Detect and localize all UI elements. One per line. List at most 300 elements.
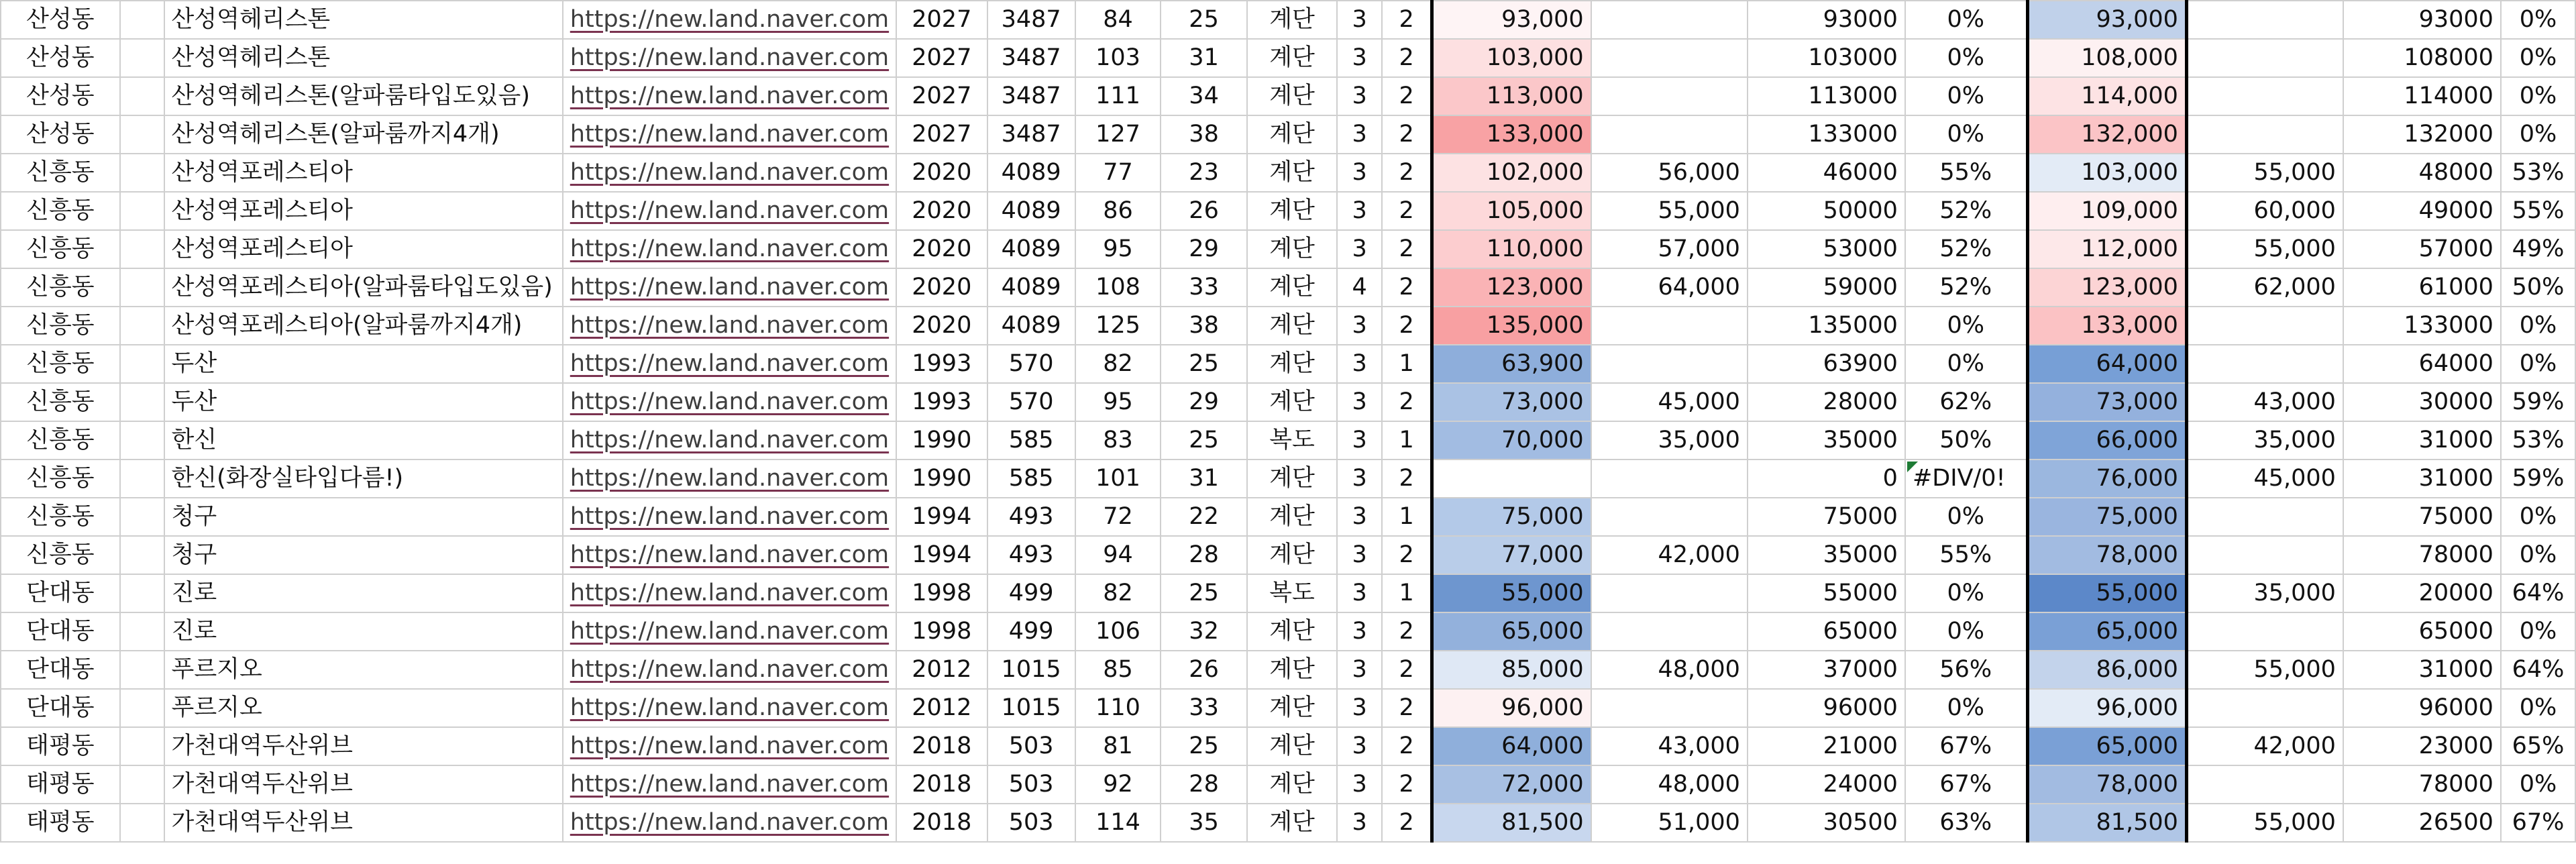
- cell-area-m2: 95: [1075, 383, 1161, 421]
- cell-gap-1: 35000: [1748, 536, 1905, 574]
- table-row: [1, 115, 2575, 154]
- cell-dong: 신흥동: [1, 460, 120, 498]
- cell-area-pyeong: 31: [1161, 460, 1246, 498]
- cell-listing-link[interactable]: https://new.land.naver.com: [563, 383, 896, 421]
- cell-rooms: 3: [1337, 383, 1382, 421]
- cell-sale-price-2: 133,000: [2027, 307, 2186, 345]
- cell-listing-link[interactable]: https://new.land.naver.com: [563, 574, 896, 612]
- cell-baths: 2: [1382, 536, 1432, 574]
- cell-sale-price-2: 112,000: [2027, 230, 2186, 268]
- cell-listing-link[interactable]: https://new.land.naver.com: [563, 421, 896, 460]
- cell-year-built: 1993: [896, 383, 987, 421]
- cell-baths: 2: [1382, 77, 1432, 115]
- cell-dong: 단대동: [1, 651, 120, 689]
- cell-jeonse-price-2: 35,000: [2186, 421, 2343, 460]
- cell-household-count: 1015: [987, 689, 1075, 727]
- cell-rooms: 3: [1337, 1, 1382, 39]
- cell-sale-price-1: 55,000: [1432, 574, 1591, 612]
- cell-gap-2: 114000: [2343, 77, 2501, 115]
- cell-household-count: 499: [987, 612, 1075, 651]
- cell-jeonse-price-2: [2186, 77, 2343, 115]
- cell-jeonse-ratio-1: 67%: [1905, 765, 2027, 804]
- cell-gap-1: 75000: [1748, 498, 1905, 536]
- cell-hallway-type: 계단: [1247, 192, 1338, 230]
- cell-listing-link[interactable]: https://new.land.naver.com: [563, 536, 896, 574]
- cell-sale-price-2: 132,000: [2027, 115, 2186, 154]
- cell-listing-link[interactable]: https://new.land.naver.com: [563, 498, 896, 536]
- cell-complex-name: 산성역헤리스톤: [164, 1, 563, 39]
- cell-hallway-type: 계단: [1247, 651, 1338, 689]
- cell-complex-name: 산성역헤리스톤(알파룸타입도있음): [164, 77, 563, 115]
- cell-jeonse-ratio-1: 56%: [1905, 651, 2027, 689]
- cell-gap-2: 93000: [2343, 1, 2501, 39]
- cell-jeonse-ratio-2: 59%: [2501, 460, 2575, 498]
- cell-gap-1: 53000: [1748, 230, 1905, 268]
- cell-rooms: 3: [1337, 765, 1382, 804]
- cell-area-pyeong: 31: [1161, 39, 1246, 77]
- cell-sale-price-1: 77,000: [1432, 536, 1591, 574]
- cell-listing-link[interactable]: https://new.land.naver.com: [563, 727, 896, 765]
- cell-jeonse-price-2: 55,000: [2186, 154, 2343, 192]
- cell-sale-price-1: 70,000: [1432, 421, 1591, 460]
- cell-jeonse-price-2: 55,000: [2186, 230, 2343, 268]
- cell-gap-2: 26500: [2343, 804, 2501, 842]
- cell-sale-price-1: 73,000: [1432, 383, 1591, 421]
- cell-gap-2: 78000: [2343, 536, 2501, 574]
- cell-sale-price-2: 109,000: [2027, 192, 2186, 230]
- cell-jeonse-ratio-2: 64%: [2501, 574, 2575, 612]
- cell-sale-price-2: 73,000: [2027, 383, 2186, 421]
- table-row: [1, 1, 2575, 39]
- cell-jeonse-price-2: [2186, 39, 2343, 77]
- cell-area-m2: 82: [1075, 345, 1161, 383]
- cell-listing-link[interactable]: https://new.land.naver.com: [563, 230, 896, 268]
- cell-dong: 신흥동: [1, 421, 120, 460]
- cell-area-pyeong: 26: [1161, 651, 1246, 689]
- cell-year-built: 2018: [896, 765, 987, 804]
- cell-jeonse-price-2: [2186, 307, 2343, 345]
- cell-complex-name: 청구: [164, 498, 563, 536]
- cell-sale-price-2: 65,000: [2027, 727, 2186, 765]
- cell-rooms: 3: [1337, 612, 1382, 651]
- cell-hallway-type: 계단: [1247, 1, 1338, 39]
- cell-jeonse-price-1: 56,000: [1591, 154, 1748, 192]
- cell-dong: 태평동: [1, 765, 120, 804]
- cell-area-m2: 94: [1075, 536, 1161, 574]
- cell-jeonse-ratio-2: 50%: [2501, 268, 2575, 307]
- cell-household-count: 585: [987, 421, 1075, 460]
- cell-listing-link[interactable]: https://new.land.naver.com: [563, 115, 896, 154]
- sheet-body: [1, 1, 2575, 842]
- cell-rooms: 3: [1337, 77, 1382, 115]
- table-row: [1, 612, 2575, 651]
- cell-year-built: 2020: [896, 154, 987, 192]
- cell-gap-2: 132000: [2343, 115, 2501, 154]
- cell-jeonse-ratio-1: 67%: [1905, 727, 2027, 765]
- cell-listing-link[interactable]: https://new.land.naver.com: [563, 345, 896, 383]
- cell-complex-name: 가천대역두산위브: [164, 727, 563, 765]
- cell-jeonse-ratio-1: 55%: [1905, 154, 2027, 192]
- cell-sale-price-1: 135,000: [1432, 307, 1591, 345]
- cell-listing-link[interactable]: https://new.land.naver.com: [563, 154, 896, 192]
- cell-gap-2: 78000: [2343, 765, 2501, 804]
- cell-hallway-type: 복도: [1247, 574, 1338, 612]
- cell-blank: [120, 115, 164, 154]
- cell-area-m2: 106: [1075, 612, 1161, 651]
- cell-area-pyeong: 34: [1161, 77, 1246, 115]
- cell-hallway-type: 계단: [1247, 765, 1338, 804]
- cell-jeonse-price-1: 48,000: [1591, 765, 1748, 804]
- cell-area-pyeong: 33: [1161, 689, 1246, 727]
- cell-baths: 2: [1382, 307, 1432, 345]
- cell-complex-name: 한신: [164, 421, 563, 460]
- cell-blank: [120, 1, 164, 39]
- cell-jeonse-price-2: 60,000: [2186, 192, 2343, 230]
- cell-listing-link[interactable]: https://new.land.naver.com: [563, 612, 896, 651]
- cell-gap-2: 31000: [2343, 651, 2501, 689]
- cell-area-pyeong: 29: [1161, 383, 1246, 421]
- cell-blank: [120, 383, 164, 421]
- cell-blank: [120, 765, 164, 804]
- table-row: [1, 460, 2575, 498]
- table-row: [1, 383, 2575, 421]
- cell-jeonse-price-1: 42,000: [1591, 536, 1748, 574]
- cell-sale-price-2: 65,000: [2027, 612, 2186, 651]
- cell-rooms: 3: [1337, 307, 1382, 345]
- cell-area-pyeong: 25: [1161, 421, 1246, 460]
- cell-area-pyeong: 25: [1161, 345, 1246, 383]
- cell-household-count: 1015: [987, 651, 1075, 689]
- cell-blank: [120, 154, 164, 192]
- cell-gap-1: 93000: [1748, 1, 1905, 39]
- cell-year-built: 1993: [896, 345, 987, 383]
- cell-jeonse-ratio-2: 64%: [2501, 651, 2575, 689]
- cell-jeonse-price-1: 35,000: [1591, 421, 1748, 460]
- cell-blank: [120, 536, 164, 574]
- cell-jeonse-ratio-2: 55%: [2501, 192, 2575, 230]
- cell-jeonse-ratio-1: 0%: [1905, 307, 2027, 345]
- cell-complex-name: 산성역포레스티아: [164, 192, 563, 230]
- cell-sale-price-2: 64,000: [2027, 345, 2186, 383]
- cell-area-m2: 125: [1075, 307, 1161, 345]
- cell-blank: [120, 651, 164, 689]
- cell-baths: 2: [1382, 230, 1432, 268]
- cell-dong: 신흥동: [1, 498, 120, 536]
- cell-complex-name: 가천대역두산위브: [164, 765, 563, 804]
- cell-sale-price-1: 133,000: [1432, 115, 1591, 154]
- cell-gap-2: 48000: [2343, 154, 2501, 192]
- cell-dong: 신흥동: [1, 383, 120, 421]
- cell-rooms: 3: [1337, 421, 1382, 460]
- cell-dong: 단대동: [1, 612, 120, 651]
- cell-jeonse-price-2: 45,000: [2186, 460, 2343, 498]
- cell-sale-price-1: 85,000: [1432, 651, 1591, 689]
- cell-listing-link[interactable]: https://new.land.naver.com: [563, 307, 896, 345]
- cell-area-m2: 72: [1075, 498, 1161, 536]
- cell-baths: 2: [1382, 765, 1432, 804]
- cell-sale-price-2: 96,000: [2027, 689, 2186, 727]
- cell-jeonse-price-2: 42,000: [2186, 727, 2343, 765]
- cell-blank: [120, 230, 164, 268]
- cell-gap-1: 63900: [1748, 345, 1905, 383]
- cell-gap-1: 0: [1748, 460, 1905, 498]
- cell-hallway-type: 계단: [1247, 612, 1338, 651]
- cell-listing-link[interactable]: https://new.land.naver.com: [563, 460, 896, 498]
- cell-baths: 1: [1382, 345, 1432, 383]
- cell-household-count: 4089: [987, 230, 1075, 268]
- table-row: [1, 268, 2575, 307]
- cell-baths: 2: [1382, 727, 1432, 765]
- cell-household-count: 3487: [987, 77, 1075, 115]
- cell-gap-2: 96000: [2343, 689, 2501, 727]
- cell-jeonse-price-2: [2186, 765, 2343, 804]
- cell-household-count: 4089: [987, 307, 1075, 345]
- cell-jeonse-price-1: 57,000: [1591, 230, 1748, 268]
- cell-area-pyeong: 28: [1161, 536, 1246, 574]
- cell-household-count: 585: [987, 460, 1075, 498]
- cell-jeonse-ratio-2: 0%: [2501, 345, 2575, 383]
- cell-sale-price-1: 103,000: [1432, 39, 1591, 77]
- cell-gap-2: 75000: [2343, 498, 2501, 536]
- cell-jeonse-ratio-2: 0%: [2501, 498, 2575, 536]
- cell-baths: 2: [1382, 651, 1432, 689]
- cell-sale-price-1: 123,000: [1432, 268, 1591, 307]
- cell-year-built: 2018: [896, 727, 987, 765]
- cell-complex-name: 산성역포레스티아: [164, 230, 563, 268]
- cell-hallway-type: 계단: [1247, 383, 1338, 421]
- cell-rooms: 3: [1337, 345, 1382, 383]
- cell-jeonse-price-2: [2186, 345, 2343, 383]
- cell-year-built: 2027: [896, 77, 987, 115]
- cell-jeonse-ratio-1: 55%: [1905, 536, 2027, 574]
- cell-household-count: 570: [987, 383, 1075, 421]
- cell-gap-1: 50000: [1748, 192, 1905, 230]
- cell-rooms: 3: [1337, 154, 1382, 192]
- cell-dong: 태평동: [1, 727, 120, 765]
- cell-hallway-type: 계단: [1247, 307, 1338, 345]
- cell-year-built: 2020: [896, 192, 987, 230]
- cell-hallway-type: 계단: [1247, 804, 1338, 842]
- cell-year-built: 1990: [896, 460, 987, 498]
- cell-jeonse-ratio-2: 0%: [2501, 612, 2575, 651]
- cell-sale-price-1: 75,000: [1432, 498, 1591, 536]
- cell-dong: 신흥동: [1, 230, 120, 268]
- cell-baths: 2: [1382, 460, 1432, 498]
- cell-year-built: 2012: [896, 651, 987, 689]
- cell-area-pyeong: 22: [1161, 498, 1246, 536]
- cell-sale-price-1: 81,500: [1432, 804, 1591, 842]
- cell-sale-price-1: 72,000: [1432, 765, 1591, 804]
- cell-dong: 신흥동: [1, 268, 120, 307]
- cell-jeonse-ratio-1: 52%: [1905, 230, 2027, 268]
- cell-blank: [120, 498, 164, 536]
- cell-listing-link[interactable]: https://new.land.naver.com: [563, 804, 896, 842]
- cell-jeonse-ratio-1: 52%: [1905, 192, 2027, 230]
- table-row: [1, 39, 2575, 77]
- cell-dong: 신흥동: [1, 192, 120, 230]
- cell-jeonse-ratio-2: 53%: [2501, 154, 2575, 192]
- cell-household-count: 4089: [987, 154, 1075, 192]
- cell-hallway-type: 계단: [1247, 689, 1338, 727]
- cell-complex-name: 두산: [164, 345, 563, 383]
- cell-gap-1: 96000: [1748, 689, 1905, 727]
- cell-jeonse-ratio-1: 0%: [1905, 345, 2027, 383]
- cell-complex-name: 산성역포레스티아(알파룸타입도있음): [164, 268, 563, 307]
- cell-rooms: 3: [1337, 192, 1382, 230]
- cell-complex-name: 가천대역두산위브: [164, 804, 563, 842]
- cell-sale-price-1: 96,000: [1432, 689, 1591, 727]
- cell-year-built: 1998: [896, 574, 987, 612]
- cell-sale-price-2: 103,000: [2027, 154, 2186, 192]
- cell-jeonse-price-1: [1591, 612, 1748, 651]
- cell-gap-2: 108000: [2343, 39, 2501, 77]
- cell-year-built: 2027: [896, 39, 987, 77]
- cell-dong: 신흥동: [1, 345, 120, 383]
- cell-listing-link[interactable]: https://new.land.naver.com: [563, 765, 896, 804]
- cell-listing-link[interactable]: https://new.land.naver.com: [563, 689, 896, 727]
- cell-jeonse-ratio-1: 0%: [1905, 574, 2027, 612]
- cell-area-pyeong: 35: [1161, 804, 1246, 842]
- cell-blank: [120, 574, 164, 612]
- cell-area-m2: 110: [1075, 689, 1161, 727]
- cell-jeonse-price-2: [2186, 536, 2343, 574]
- cell-jeonse-ratio-1: 52%: [1905, 268, 2027, 307]
- cell-household-count: 503: [987, 727, 1075, 765]
- cell-blank: [120, 268, 164, 307]
- cell-household-count: 503: [987, 804, 1075, 842]
- cell-area-pyeong: 38: [1161, 307, 1246, 345]
- cell-household-count: 499: [987, 574, 1075, 612]
- cell-household-count: 503: [987, 765, 1075, 804]
- cell-listing-link[interactable]: https://new.land.naver.com: [563, 192, 896, 230]
- cell-sale-price-1: 93,000: [1432, 1, 1591, 39]
- cell-dong: 산성동: [1, 39, 120, 77]
- cell-gap-2: 20000: [2343, 574, 2501, 612]
- cell-area-m2: 108: [1075, 268, 1161, 307]
- cell-blank: [120, 460, 164, 498]
- cell-area-m2: 85: [1075, 651, 1161, 689]
- cell-gap-2: 31000: [2343, 460, 2501, 498]
- cell-rooms: 3: [1337, 727, 1382, 765]
- cell-blank: [120, 77, 164, 115]
- cell-blank: [120, 689, 164, 727]
- cell-area-m2: 114: [1075, 804, 1161, 842]
- cell-complex-name: 두산: [164, 383, 563, 421]
- cell-listing-link[interactable]: https://new.land.naver.com: [563, 268, 896, 307]
- cell-gap-2: 64000: [2343, 345, 2501, 383]
- cell-jeonse-ratio-1: 0%: [1905, 1, 2027, 39]
- cell-jeonse-price-2: [2186, 498, 2343, 536]
- cell-complex-name: 청구: [164, 536, 563, 574]
- cell-hallway-type: 계단: [1247, 115, 1338, 154]
- cell-baths: 1: [1382, 574, 1432, 612]
- cell-dong: 신흥동: [1, 154, 120, 192]
- cell-household-count: 493: [987, 498, 1075, 536]
- cell-complex-name: 산성역헤리스톤: [164, 39, 563, 77]
- cell-rooms: 4: [1337, 268, 1382, 307]
- cell-blank: [120, 804, 164, 842]
- cell-gap-2: 65000: [2343, 612, 2501, 651]
- cell-listing-link[interactable]: https://new.land.naver.com: [563, 39, 896, 77]
- cell-gap-1: 37000: [1748, 651, 1905, 689]
- cell-year-built: 1990: [896, 421, 987, 460]
- cell-blank: [120, 192, 164, 230]
- cell-rooms: 3: [1337, 804, 1382, 842]
- cell-jeonse-ratio-2: 0%: [2501, 1, 2575, 39]
- cell-blank: [120, 421, 164, 460]
- cell-year-built: 2027: [896, 115, 987, 154]
- cell-household-count: 3487: [987, 39, 1075, 77]
- table-row: [1, 574, 2575, 612]
- cell-jeonse-ratio-2: 0%: [2501, 77, 2575, 115]
- table-row: [1, 154, 2575, 192]
- cell-sale-price-1: 64,000: [1432, 727, 1591, 765]
- cell-gap-2: 133000: [2343, 307, 2501, 345]
- cell-gap-2: 61000: [2343, 268, 2501, 307]
- cell-area-m2: 83: [1075, 421, 1161, 460]
- cell-jeonse-ratio-2: 59%: [2501, 383, 2575, 421]
- cell-blank: [120, 727, 164, 765]
- cell-area-pyeong: 25: [1161, 574, 1246, 612]
- cell-jeonse-ratio-2: 67%: [2501, 804, 2575, 842]
- cell-area-m2: 127: [1075, 115, 1161, 154]
- cell-year-built: 1994: [896, 498, 987, 536]
- cell-blank: [120, 307, 164, 345]
- cell-hallway-type: 계단: [1247, 345, 1338, 383]
- cell-household-count: 570: [987, 345, 1075, 383]
- cell-dong: 산성동: [1, 77, 120, 115]
- cell-rooms: 3: [1337, 574, 1382, 612]
- cell-jeonse-ratio-1: 0%: [1905, 498, 2027, 536]
- cell-jeonse-price-1: [1591, 1, 1748, 39]
- cell-sale-price-2: 81,500: [2027, 804, 2186, 842]
- cell-rooms: 3: [1337, 115, 1382, 154]
- cell-hallway-type: 계단: [1247, 536, 1338, 574]
- cell-jeonse-ratio-2: 0%: [2501, 536, 2575, 574]
- cell-blank: [120, 612, 164, 651]
- cell-hallway-type: 계단: [1247, 268, 1338, 307]
- table-row: [1, 421, 2575, 460]
- table-row: [1, 689, 2575, 727]
- cell-complex-name: 푸르지오: [164, 651, 563, 689]
- cell-jeonse-ratio-2: 0%: [2501, 39, 2575, 77]
- cell-baths: 2: [1382, 689, 1432, 727]
- cell-jeonse-price-2: 62,000: [2186, 268, 2343, 307]
- cell-sale-price-2: 66,000: [2027, 421, 2186, 460]
- cell-year-built: 1994: [896, 536, 987, 574]
- cell-jeonse-price-1: [1591, 498, 1748, 536]
- cell-jeonse-ratio-1: 0%: [1905, 39, 2027, 77]
- cell-area-pyeong: 23: [1161, 154, 1246, 192]
- cell-dong: 신흥동: [1, 536, 120, 574]
- cell-area-pyeong: 26: [1161, 192, 1246, 230]
- cell-baths: 2: [1382, 192, 1432, 230]
- cell-hallway-type: 계단: [1247, 498, 1338, 536]
- cell-listing-link[interactable]: https://new.land.naver.com: [563, 651, 896, 689]
- cell-listing-link[interactable]: https://new.land.naver.com: [563, 1, 896, 39]
- cell-jeonse-price-1: 48,000: [1591, 651, 1748, 689]
- cell-listing-link[interactable]: https://new.land.naver.com: [563, 77, 896, 115]
- cell-jeonse-ratio-1: 50%: [1905, 421, 2027, 460]
- cell-dong: 산성동: [1, 1, 120, 39]
- cell-year-built: 2020: [896, 307, 987, 345]
- cell-gap-1: 135000: [1748, 307, 1905, 345]
- cell-area-pyeong: 25: [1161, 1, 1246, 39]
- cell-jeonse-ratio-2: 0%: [2501, 689, 2575, 727]
- cell-area-m2: 82: [1075, 574, 1161, 612]
- cell-year-built: 2020: [896, 230, 987, 268]
- cell-jeonse-ratio-1: 0%: [1905, 612, 2027, 651]
